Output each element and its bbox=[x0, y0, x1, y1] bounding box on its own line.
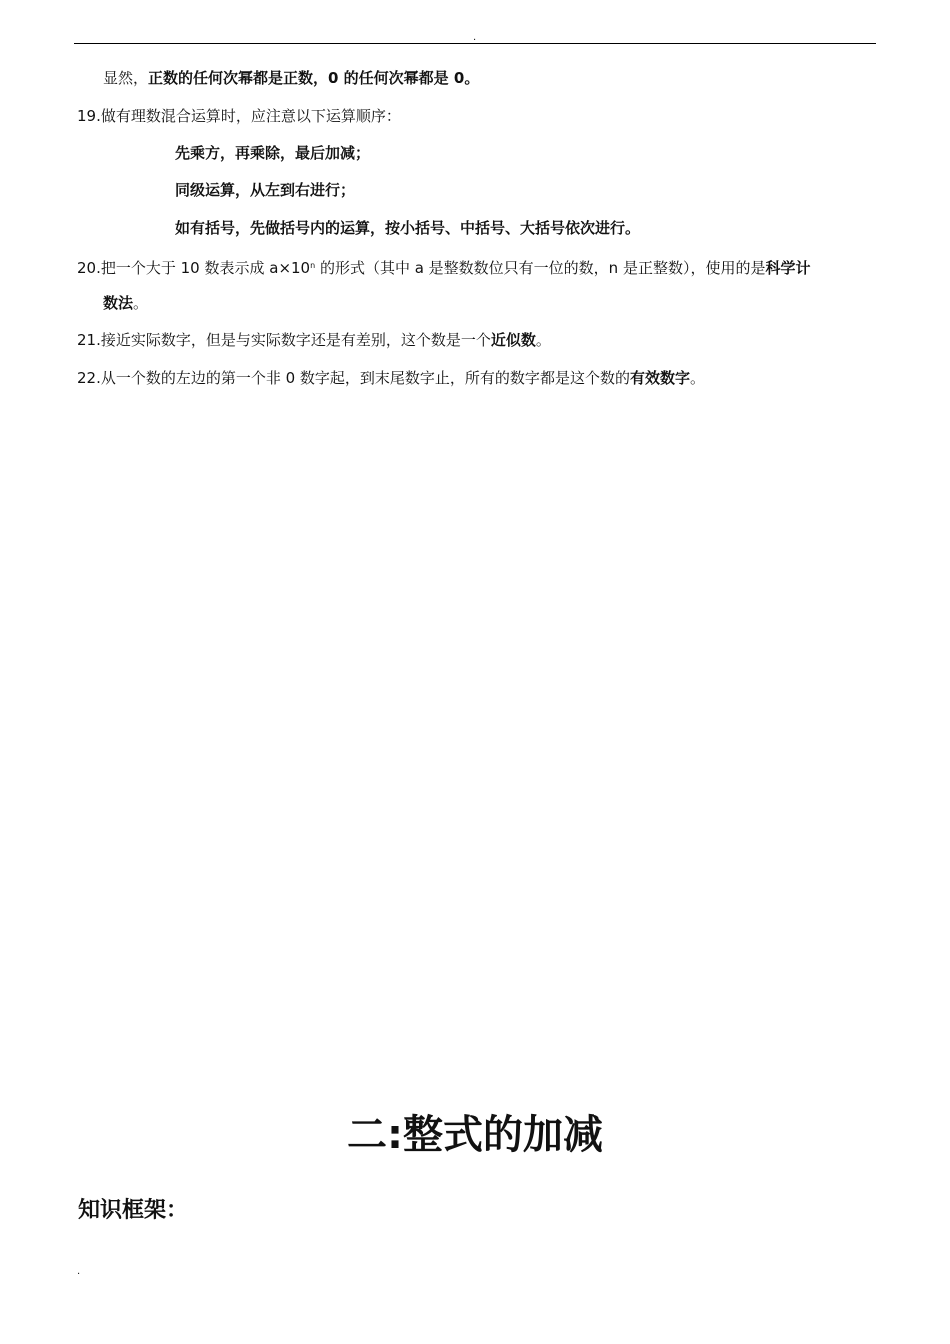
item-20-line-1 bbox=[77, 256, 810, 278]
footer-dot: . bbox=[77, 1266, 81, 1277]
item-19: 19.做有理数混合运算时，应注意以下运算顺序： bbox=[77, 107, 401, 125]
item-21-text: 21.接近实际数字，但是与实际数字还是有差别，这个数是一个 bbox=[77, 331, 491, 349]
item-21-bold: 近似数 bbox=[490, 331, 536, 349]
section-title: 二:整式的加减 bbox=[347, 1112, 603, 1158]
item-20-end: 。 bbox=[133, 294, 149, 312]
item-20-bold1: 科学计 bbox=[765, 259, 811, 277]
item-20-bold2: 数法 bbox=[103, 294, 134, 312]
intro-prefix: 显然， bbox=[103, 69, 149, 87]
item-22-bold: 有效数字 bbox=[629, 369, 690, 387]
header-rule bbox=[74, 43, 876, 44]
intro-line bbox=[103, 68, 479, 88]
item-20-part1: 20.把一个大于 10 数表示成 a×10 bbox=[77, 259, 311, 277]
intro-bold: 正数的任何次幂都是正数，0 的任何次幂都是 0。 bbox=[148, 69, 480, 87]
item-22-end: 。 bbox=[689, 369, 705, 387]
item-20-exponent: n bbox=[310, 261, 316, 270]
rule-2: 同级运算，从左到右进行； bbox=[175, 181, 356, 199]
knowledge-framework-heading: 知识框架： bbox=[78, 1198, 189, 1223]
item-21-end: 。 bbox=[535, 331, 551, 349]
item-20-part2: 的形式（其中 a 是整数数位只有一位的数，n 是正整数），使用的是 bbox=[315, 259, 766, 277]
rule-1: 先乘方，再乘除，最后加减； bbox=[175, 144, 371, 162]
item-22 bbox=[77, 368, 705, 388]
item-21 bbox=[77, 330, 551, 350]
header-dot: . bbox=[473, 32, 477, 43]
item-22-text: 22.从一个数的左边的第一个非 0 数字起，到末尾数字止，所有的数字都是这个数的 bbox=[77, 369, 630, 387]
item-20-line-2 bbox=[103, 293, 148, 313]
rule-3: 如有括号，先做括号内的运算，按小括号、中括号、大括号依次进行。 bbox=[175, 219, 641, 237]
